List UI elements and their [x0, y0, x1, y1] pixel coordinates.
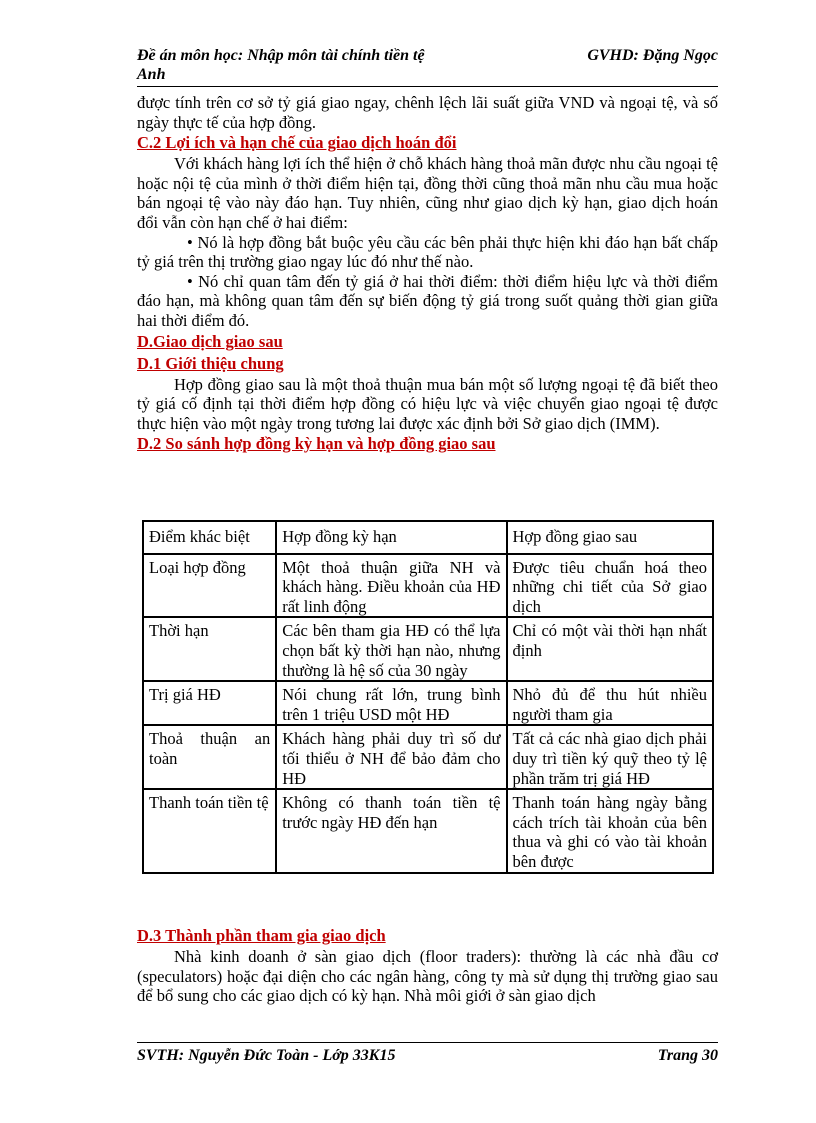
- table-cell: Chỉ có một vài thời hạn nhất định: [507, 617, 714, 681]
- table-row: [143, 617, 713, 681]
- table-row: [143, 681, 713, 725]
- table-row: [143, 789, 713, 872]
- heading-c2: C.2 Lợi ích và hạn chế của giao dịch hoán đổi: [137, 133, 457, 153]
- instructor-continued: Anh: [137, 66, 166, 83]
- heading-d: D.Giao dịch giao sau: [137, 331, 283, 351]
- table-cell: Loại hợp đồng: [143, 554, 276, 618]
- table-header-row: [143, 521, 713, 554]
- intro-paragraph: được tính trên cơ sở tỷ giá giao ngay, chênh lệch lãi suất giữa VND và ngoại tệ, và số ngày thực tế của hợp đồng.: [137, 93, 718, 132]
- student-info: SVTH: Nguyễn Đức Toàn - Lớp 33K15: [137, 1047, 396, 1064]
- instructor: GVHD: Đặng Ngọc: [587, 47, 718, 64]
- bullet-1: • Nó là hợp đồng bắt buộc yêu cầu các bên phải thực hiện khi đáo hạn bất chấp tỷ giá trên thị trường giao ngay lúc đó như thế nào.: [137, 232, 718, 272]
- table-header-cell: Hợp đồng giao sau: [507, 521, 714, 554]
- table-cell: Các bên tham gia HĐ có thể lựa chọn bất kỳ thời hạn nào, nhưng thường là hệ số của 30 ngày: [276, 617, 506, 681]
- main-content: [137, 93, 718, 455]
- paragraph-d1: Hợp đồng giao sau là một thoả thuận mua bán một số lượng ngoại tệ đã biết theo tỷ giá cố định tại thời điểm hợp đồng có hiệu lực và việc chuyển giao ngoại tệ được thực hiện vào một ngày trong tương lai được xác định bởi Sở giao dịch (IMM).: [137, 374, 718, 433]
- page-number: Trang 30: [657, 1047, 718, 1064]
- page-header: [137, 46, 718, 84]
- section-d3: [137, 925, 718, 1006]
- paragraph-c2: Với khách hàng lợi ích thể hiện ở chỗ khách hàng thoả mãn được nhu cầu ngoại tệ hoặc nội tệ của mình ở thời điểm hiện tại, đồng thời cũng thoả mãn nhu cầu mua hoặc bán ngoại tệ vào này đáo hạn. Tuy nhiên, cũng như giao dịch kỳ hạn, giao dịch hoán đổi vẫn còn hạn chế ở hai điểm:: [137, 154, 718, 232]
- table-cell: Không có thanh toán tiền tệ trước ngày HĐ đến hạn: [276, 789, 506, 872]
- page-footer: [137, 1046, 718, 1065]
- table-cell: Thanh toán tiền tệ: [143, 789, 276, 872]
- table-header-cell: Hợp đồng kỳ hạn: [276, 521, 506, 554]
- course-title: Đề án môn học: Nhập môn tài chính tiền tệ: [137, 47, 425, 64]
- table-cell: Một thoả thuận giữa NH và khách hàng. Điều khoản của HĐ rất linh động: [276, 554, 506, 618]
- table-row: [143, 554, 713, 618]
- table-cell: Tất cả các nhà giao dịch phải duy trì tiền ký quỹ theo tỷ lệ phần trăm trị giá HĐ: [507, 725, 714, 789]
- table-row: [143, 725, 713, 789]
- table-cell: Nói chung rất lớn, trung bình trên 1 triệu USD một HĐ: [276, 681, 506, 725]
- header-divider: [137, 86, 718, 87]
- heading-d2: D.2 So sánh hợp đồng kỳ hạn và hợp đồng giao sau: [137, 434, 496, 454]
- heading-d1: D.1 Giới thiệu chung: [137, 353, 284, 373]
- table-cell: Trị giá HĐ: [143, 681, 276, 725]
- table-cell: Thanh toán hàng ngày bằng cách trích tài khoản của bên thua và ghi có vào tài khoản bên được: [507, 789, 714, 872]
- table-header-cell: Điểm khác biệt: [143, 521, 276, 554]
- heading-d3: D.3 Thành phần tham gia giao dịch: [137, 926, 386, 945]
- comparison-table: [142, 520, 714, 874]
- table-cell: Khách hàng phải duy trì số dư tối thiểu ở NH để bảo đảm cho HĐ: [276, 725, 506, 789]
- table-cell: Nhỏ đủ để thu hút nhiều người tham gia: [507, 681, 714, 725]
- table-cell: Được tiêu chuẩn hoá theo những chi tiết của Sở giao dịch: [507, 554, 714, 618]
- table-cell: Thời hạn: [143, 617, 276, 681]
- paragraph-d3: Nhà kinh doanh ở sàn giao dịch (floor traders): thường là các nhà đầu cơ (speculators) hoặc đại diện cho các ngân hàng, công ty mà sử dụng thị trường giao sau để bổ sung cho các giao dịch có kỳ hạn. Nhà môi giới ở sàn giao dịch: [137, 947, 718, 1006]
- bullet-2: • Nó chỉ quan tâm đến tỷ giá ở hai thời điểm: thời điểm hiệu lực và thời điểm đáo hạn, mà không quan tâm đến sự biến động tỷ giá trong suốt quảng thời gian giữa hai thời điểm đó.: [137, 271, 718, 330]
- footer-divider: [137, 1042, 718, 1043]
- table-cell: Thoả thuận an toàn: [143, 725, 276, 789]
